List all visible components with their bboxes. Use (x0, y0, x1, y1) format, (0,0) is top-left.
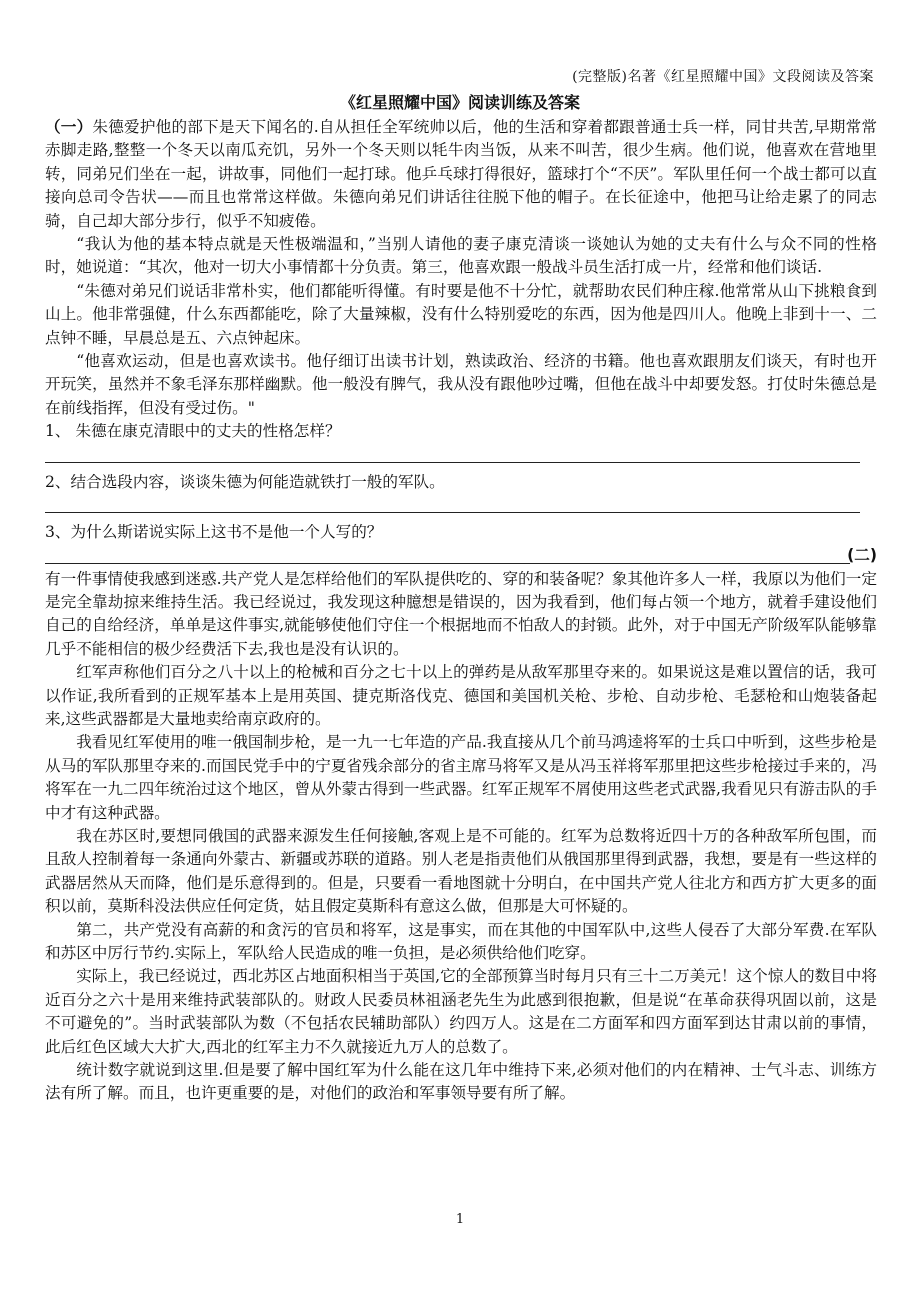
section2-paragraph-2: 红军声称他们百分之八十以上的枪械和百分之七十以上的弹药是从敌军那里夺来的。如果说这是难以置信的话，我可以作证,我所看到的正规军基本上是用英国、捷克斯洛伐克、德国和美国机关枪、步枪、自动步枪、毛瑟枪和山炮装备起来,这些武器都是大量地卖给南京政府的。 (45, 663, 877, 728)
document-title: 《红星照耀中国》阅读训练及答案 (339, 93, 580, 112)
section2-paragraph-5: 第二，共产党没有高薪的和贪污的官员和将军，这是事实，而在其他的中国军队中,这些人侵吞了大部分军费.在军队和苏区中厉行节约.实际上，军队给人民造成的唯一负担，是必须供给他们吃穿。 (45, 920, 877, 962)
section2-paragraph-7: 统计数字就说到这里.但是要了解中国红军为什么能在这几年中维持下来,必须对他们的内在精神、士气斗志、训练方法有所了解。而且，也许更重要的是，对他们的政治和军事领导要有所了解。 (45, 1061, 877, 1103)
document-body (45, 116, 877, 1106)
answer-rule-3 (45, 563, 850, 564)
section2-paragraph-3: 我看见红军使用的唯一俄国制步枪，是一九一七年造的产品.我直接从几个前马鸿逵将军的士兵口中听到，这些步枪是从马的军队那里夺来的.而国民党手中的宁夏省残余部分的省主席马将军又是从冯玉祥将军那里把这些步枪接过手来的，冯将军在一九二四年统治过这个地区，曾从外蒙古得到一些武器。红军正规军不屑使用这些老式武器,我看见只有游击队的手中才有这种武器。 (45, 733, 877, 822)
page-number: 1 (455, 1212, 465, 1227)
section1-paragraph-1 (45, 116, 877, 233)
question-1: 1、 朱德在康克清眼中的丈夫的性格怎样？ (45, 422, 341, 441)
question-3: 3、为什么斯诺说实际上这书不是他一个人写的？ (45, 523, 383, 542)
section1-paragraph-3: “朱德对弟兄们说话非常朴实，他们都能听得懂。有时要是他不十分忙，就帮助农民们种庄稼.他常常从山下挑粮食到山上。他非常强健，什么东西都能吃，除了大量辣椒，没有什么特别爱吃的东西，因为他是四川人。他晚上非到十一、二点钟不睡，早晨总是五、六点钟起床。 (45, 281, 877, 347)
answer-line-1[interactable] (45, 444, 860, 463)
section1-paragraph-2: “我认为他的基本特点就是天性极端温和，”当别人请他的妻子康克清谈一谈她认为她的丈夫有什么与众不同的性格时，她说道：“其次，他对一切大小事情都十分负责。第三，他喜欢跟一般战斗员生活打成一片，经常和他们谈话. (45, 235, 877, 277)
running-header: (完整版)名著《红星照耀中国》文段阅读及答案 (572, 69, 874, 85)
answer-line-3[interactable] (45, 545, 877, 568)
section1-p1-text: 朱德爱护他的部下是天下闻名的.自从担任全军统帅以后，他的生活和穿着都跟普通士兵一样，同甘共苦,早期常常赤脚走路,整整一个冬天以南瓜充饥，另外一个冬天则以牦牛肉当饭，从来不叫苦，很少生病。他们说，他喜欢在营地里转，同弟兄们坐在一起，讲故事，同他们一起打球。他乒乓球打得很好，篮球打个“不厌”。军队里任何一个战士都可以直接向总司令告状——而且也常常这样做。朱德向弟兄们讲话往往脱下他的帽子。在长征途中，他把马让给走累了的同志骑，自己却大部分步行，似乎不知疲倦。 (45, 118, 877, 230)
question-2: 2、结合选段内容，谈谈朱德为何能造就铁打一般的军队。 (45, 472, 445, 491)
answer-line-2[interactable] (45, 494, 860, 513)
section2-label: (二) (847, 546, 877, 565)
section1-label: （一） (45, 118, 93, 136)
section2-paragraph-6: 实际上，我已经说过，西北苏区占地面积相当于英国,它的全部预算当时每月只有三十二万美元！这个惊人的数目中将近百分之六十是用来维持武装部队的。财政人民委员林祖涵老先生为此感到很抱歉，但是说“在革命获得巩固以前，这是不可避免的”。当时武装部队为数（不包括农民辅助部队）约四万人。这是在二方面军和四方面军到达甘肃以前的事情，此后红色区域大大扩大,西北的红军主力不久就接近九万人的总数了。 (45, 967, 877, 1056)
section2-paragraph-4: 我在苏区时,要想同俄国的武器来源发生任何接触,客观上是不可能的。红军为总数将近四十万的各种敌军所包围，而且敌人控制着每一条通向外蒙古、新疆或苏联的道路。别人老是指责他们从俄国那里得到武器，我想，要是有一些这样的武器居然从天而降，他们是乐意得到的。但是，只要看一看地图就十分明白，在中国共产党人往北方和西方扩大更多的面积以前，莫斯科没法供应任何定货，姑且假定莫斯科有意这么做，但那是大可怀疑的。 (45, 826, 877, 916)
section1-paragraph-4: “他喜欢运动，但是也喜欢读书。他仔细订出读书计划，熟读政治、经济的书籍。他也喜欢跟朋友们谈天，有时也开开玩笑，虽然并不象毛泽东那样幽默。他一般没有脾气，我从没有跟他吵过嘴，但他在战斗中却要发怒。打仗时朱德总是在前线指挥，但没有受过伤。" (45, 352, 877, 417)
section2-paragraph-1: 有一件事情使我感到迷惑.共产党人是怎样给他们的军队提供吃的、穿的和装备呢？象其他许多人一样，我原以为他们一定是完全靠劫掠来维持生活。我已经说过，我发现这种臆想是错误的，因为我看到，他们每占领一个地方，就着手建设他们自己的自给经济，单单是这件事实,就能够使他们守住一个根据地而不怕敌人的封锁。此外，对于中国无产阶级军队能够靠几乎不能相信的极少经费活下去,我也是没有认识的。 (45, 569, 877, 658)
